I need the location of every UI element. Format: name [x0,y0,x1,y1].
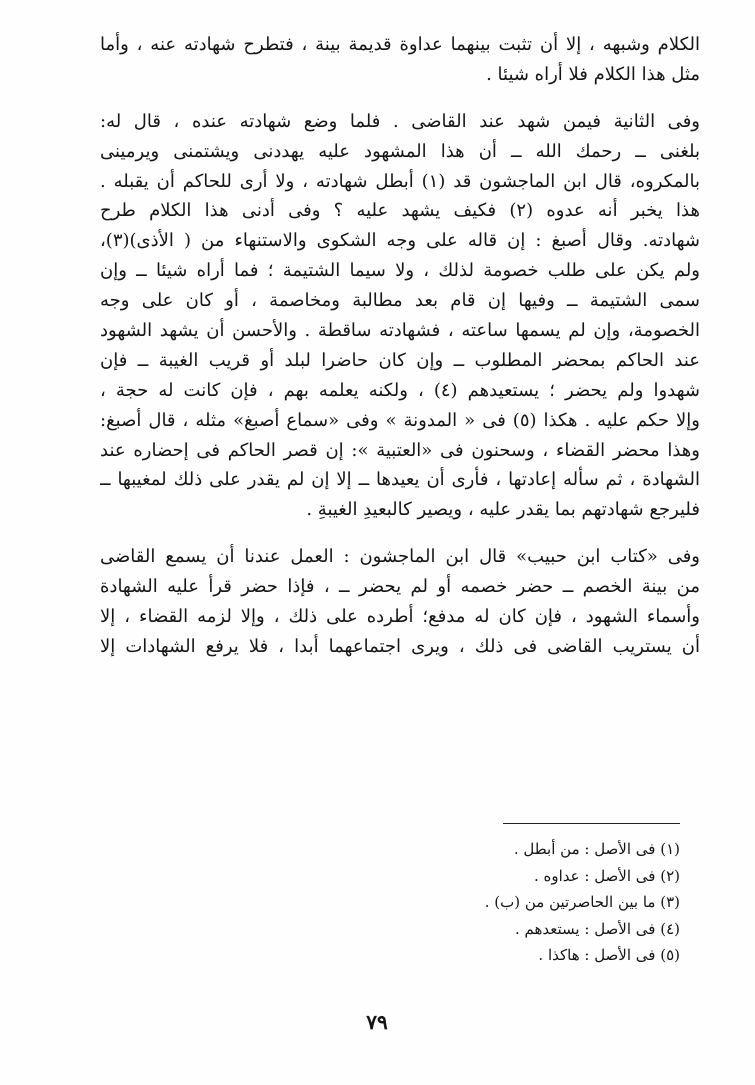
text-line: شهدوا ولم يحضر ؛ يستعيدهم (٤) ، ولكنه يعلمه بهم ، فإن كانت له حجة ، [100,379,700,401]
text-line: وأسماء الشهود ، فإن كان له مدفع؛ أطرده على ذلك ، وإلا لزمه القضاء ، إلا [100,606,700,628]
text-line: ولم يكن على طلب خصومة لذلك ، ولا سيما الشتيمة ؛ فما أراه شيئا ــ وإن [100,260,700,282]
text-line: وهذا محضر القضاء ، وسحنون فى «العتبية »: إن قصر الحاكم فى إحضاره عند [100,439,700,461]
text-line: مثل هذا الكلام فلا أراه شيئا . [486,63,700,85]
footnotes [380,836,680,969]
page-number: ٧٩ [366,1010,388,1034]
text-line: فليرجع شهادتهم بما يقدر عليه ، ويصير كالبعيدِ الغيبةِ . [306,499,700,521]
footnote: (٥) فى الأصل : هاكذا . [538,946,680,964]
footnote: (١) فى الأصل : من أبطل . [513,840,680,858]
text-line: أن يستريب القاضى فى ذلك ، ويرى اجتماعهما أبدا ، فلا يرفع الشهادات إلا [100,635,700,657]
text-line: شهادته. وقال أصبغ : إن قاله على وجه الشكوى والاستنهاء من ( الأذى)(٣)، [100,230,700,252]
text-line: الكلام وشبهه ، إلا أن تثبت بينهما عداوة قديمة بينة ، فتطرح شهادته عنه ، وأما [100,34,700,55]
text-line: هذا يخبر أنه عدوه (٢) فكيف يشهد عليه ؟ وفى أدنى هذا الكلام طرح [100,200,700,222]
footnote: (٣) ما بين الحاصرتين من (ب) . [484,893,680,911]
text-line: بلغنى ــ رحمك الله ــ أن هذا المشهود عليه يهددنى ويشتمنى ويرمينى [100,140,700,162]
text-line: الشهادة ، ثم سأله إعادتها ، فأرى أن يعيدها ــ إلا إن لم يقدر على ذلك لمغيبها ــ [100,469,700,491]
paragraph-1 [100,30,700,90]
footnote: (٤) فى الأصل : يستعدهم . [514,919,680,938]
footnote-separator [503,823,680,824]
text-line: سمى الشتيمة ــ وفيها إن قام بعد مطالبة ومخاصمة ، أو كان على وجه [100,290,700,312]
footnote: (٢) فى الأصل : عداوه . [533,866,680,885]
text-line: وفى الثانية فيمن شهد عند القاضى . فلما وضع شهادته عنده ، قال له: [100,110,700,132]
text-line: بالمكروه، قال ابن الماجشون قد (١) أبطل شهادته ، ولا أرى للحاكم أن يقبله . [100,170,700,192]
body-text [100,30,700,662]
text-line: وإلا حكم عليه . هكذا (٥) فى « المدونة » وفى «سماع أصبغ» مثله ، قال أصبغ: [100,409,700,431]
paragraph-2 [100,107,700,525]
text-line: وفى «كتاب ابن حبيب» قال ابن الماجشون : العمل عندنا أن يسمع القاضى [100,546,700,568]
text-line: من بينة الخصم ــ حضر خصمه أو لم يحضر ــ ، فإذا حضر قرأ عليه الشهادة [100,576,700,598]
paragraph-3 [100,542,700,662]
text-line: عند الحاكم بمحضر المطلوب ــ وإن كان حاضرا لبلد أو قريب الغيبة ــ فإن [100,349,700,371]
text-line: الخصومة، وإن لم يسمها ساعته ، فشهادته ساقطة . والأحسن أن يشهد الشهود [100,320,700,342]
